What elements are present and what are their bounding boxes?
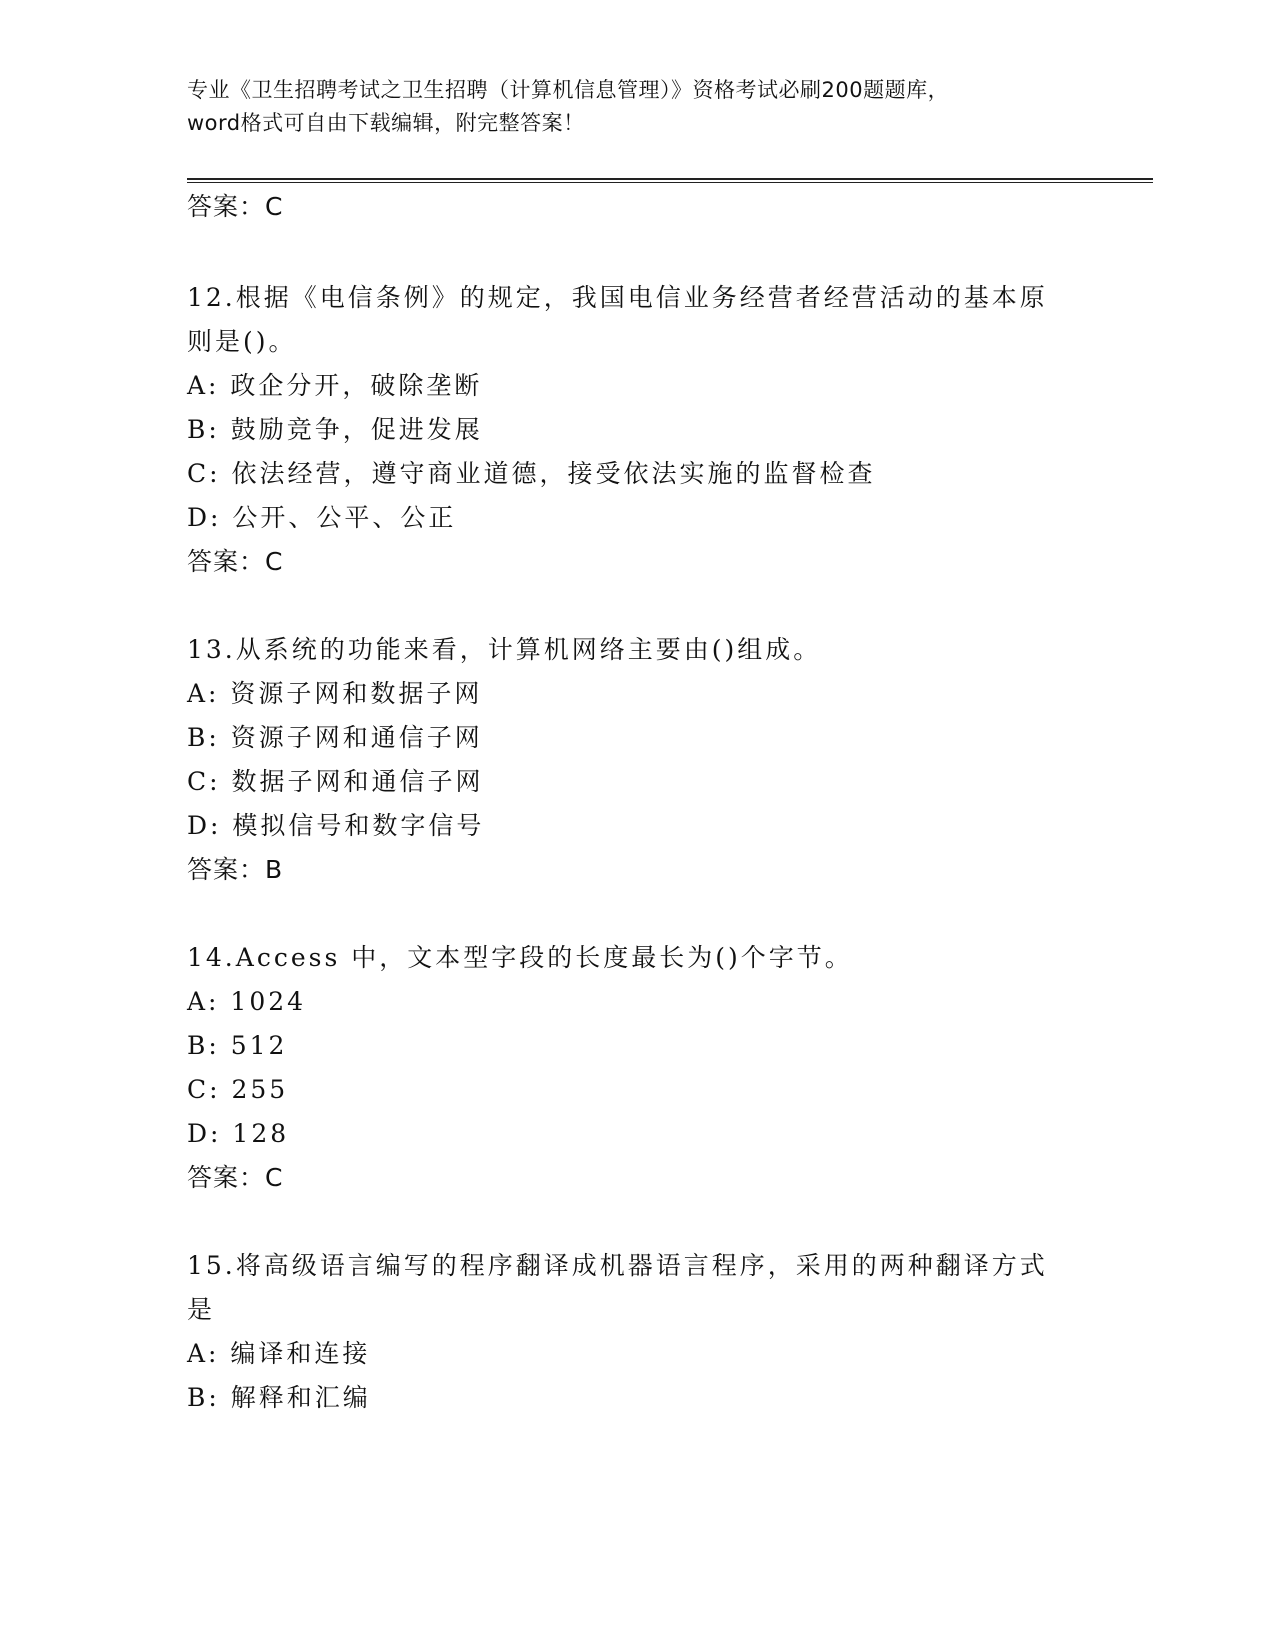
header-divider bbox=[187, 178, 1153, 183]
option-c: C: 依法经营，遵守商业道德，接受依法实施的监督检查 bbox=[187, 459, 876, 488]
option-d: D: 128 bbox=[187, 1119, 290, 1148]
question-stem: 12.根据《电信条例》的规定，我国电信业务经营者经营活动的基本原 bbox=[187, 283, 1048, 312]
option-a: A: 资源子网和数据子网 bbox=[187, 679, 483, 708]
option-c: C: 数据子网和通信子网 bbox=[187, 767, 484, 796]
option-a: A: 政企分开，破除垄断 bbox=[187, 371, 483, 400]
option-d: D: 公开、公平、公正 bbox=[187, 503, 457, 532]
question-stem-continued: 是 bbox=[187, 1295, 216, 1324]
previous-answer: 答案：C bbox=[187, 192, 284, 221]
header-line-1: 专业《卫生招聘考试之卫生招聘（计算机信息管理）》资格考试必刷200题题库， bbox=[187, 78, 950, 102]
question-stem-continued: 则是()。 bbox=[187, 327, 297, 356]
option-c: C: 255 bbox=[187, 1075, 289, 1104]
option-d: D: 模拟信号和数字信号 bbox=[187, 811, 485, 840]
header-line-2: word格式可自由下载编辑，附完整答案！ bbox=[187, 111, 585, 135]
option-b: B: 鼓励竞争，促进发展 bbox=[187, 415, 483, 444]
question-stem: 14.Access 中，文本型字段的长度最长为()个字节。 bbox=[187, 943, 853, 972]
page-header bbox=[187, 74, 1087, 140]
option-b: B: 资源子网和通信子网 bbox=[187, 723, 483, 752]
question-stem: 13.从系统的功能来看，计算机网络主要由()组成。 bbox=[187, 635, 822, 664]
answer: 答案：C bbox=[187, 547, 284, 576]
answer: 答案：B bbox=[187, 855, 284, 884]
option-b: B: 解释和汇编 bbox=[187, 1383, 371, 1412]
question-stem: 15.将高级语言编写的程序翻译成机器语言程序，采用的两种翻译方式 bbox=[187, 1251, 1048, 1280]
answer: 答案：C bbox=[187, 1163, 284, 1192]
option-a: A: 编译和连接 bbox=[187, 1339, 371, 1368]
option-b: B: 512 bbox=[187, 1031, 288, 1060]
option-a: A: 1024 bbox=[187, 987, 307, 1016]
